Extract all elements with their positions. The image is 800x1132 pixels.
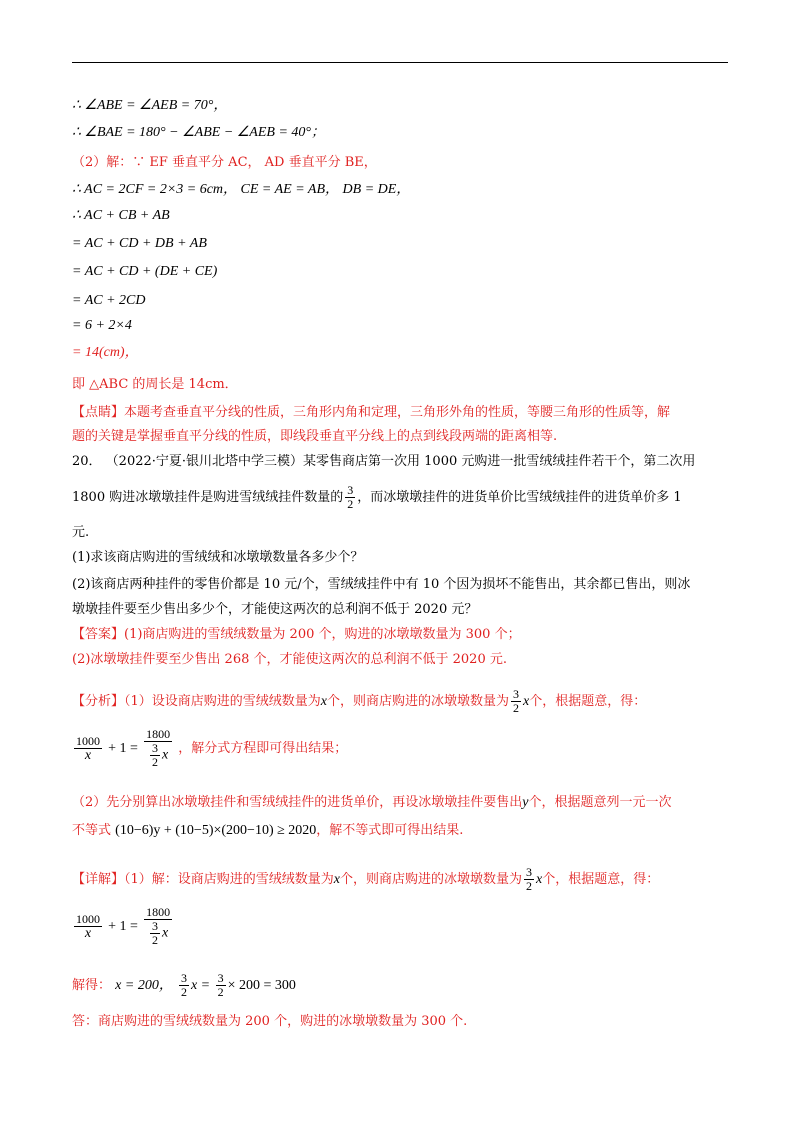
text: 墩墩挂件要至少售出多少个，才能使这两次的总利润不低于 2020 元？: [72, 602, 478, 617]
analysis-line1: [72, 688, 646, 715]
text: ，解不等式即可得出结果.: [316, 823, 464, 838]
question-20-part2-line2: [72, 601, 477, 619]
numerator: 3: [347, 483, 354, 497]
fraction-3-2: [216, 972, 226, 999]
fraction-3-2: [150, 920, 160, 947]
question-20-line3: [72, 524, 89, 542]
numerator: 3: [151, 741, 158, 755]
numerator: 1800: [146, 905, 171, 919]
question-20-part2-line1: [72, 576, 690, 594]
line-conclusion-angle: [72, 97, 227, 115]
text: 个，则商店购进的冰墩墩数量为: [327, 694, 510, 709]
text: = 6 + 2×4: [72, 318, 132, 333]
line-step1: [72, 235, 207, 253]
solution-x: x = 200，: [115, 978, 173, 993]
analysis-part2-line1: [72, 794, 672, 812]
denominator: [144, 920, 172, 947]
answer-line2: [72, 651, 507, 669]
text: 元.: [72, 525, 90, 540]
denominator: 2: [217, 985, 224, 999]
fraction-1800-3-2x: [144, 906, 172, 947]
text: 即 △ABC 的周长是 14cm．: [72, 377, 238, 392]
line-angle-bae: [72, 124, 325, 142]
denominator: 2: [151, 755, 158, 769]
question-20-line2: [72, 484, 682, 511]
fraction-3-2: [524, 866, 534, 893]
line-comment-1: [72, 404, 670, 422]
detail-equation: [72, 906, 174, 947]
denominator: 2: [526, 879, 533, 893]
text: （2）解：∵ EF 垂直平分 AC， AD 垂直平分 BE，: [72, 155, 377, 170]
line-step2: [72, 263, 217, 281]
var-x: x: [536, 872, 543, 887]
var-x: x: [333, 872, 340, 887]
denominator: 2: [180, 985, 187, 999]
text: = AC + 2CD: [72, 293, 146, 308]
text: = 14(cm)，: [72, 345, 139, 360]
numerator: 3: [151, 919, 158, 933]
question-20-line1: [72, 453, 695, 471]
text: 个，根据题意列一元一次: [528, 795, 672, 810]
fraction-1800-3-2x: [144, 728, 172, 769]
numerator: 3: [180, 971, 187, 985]
text: ∴ ∠BAE = 180° − ∠ABE − ∠AEB = 40°；: [72, 125, 326, 140]
plus-one-equals: + 1 =: [108, 919, 138, 934]
answer-line1: [72, 626, 521, 644]
text: ∴ AC = 2CF = 2×3 = 6cm， CE = AE = AB， DB = DE，: [72, 182, 411, 197]
analysis-part2-line2: [72, 822, 463, 840]
fraction-1000-x: [74, 913, 102, 940]
text: 20． （2022·宁夏·银川北塔中学三模）某零售商店第一次用 1000 元购进一批雪绒绒挂件若干个，第二次用: [72, 454, 696, 469]
var-y: y: [522, 795, 529, 810]
text: × 200 = 300: [227, 978, 296, 993]
numerator: 3: [526, 865, 533, 879]
numerator: 3: [513, 687, 520, 701]
text: 【答案】(1)商店购进的雪绒绒数量为 200 个，购进的冰墩墩数量为 300 个；: [72, 627, 521, 642]
var-x: x: [161, 925, 169, 941]
line-comment-2: [72, 428, 557, 446]
text: 题的关键是掌握垂直平分线的性质，即线段垂直平分线上的点到线段两端的距离相等.: [72, 429, 558, 444]
fraction-1000-x: [74, 735, 102, 762]
text: 解得：: [72, 978, 112, 993]
denominator: 2: [347, 497, 354, 511]
text: 个，根据题意，得：: [542, 872, 660, 887]
text: 1800 购进冰墩墩挂件是购进雪绒绒挂件数量的: [72, 490, 344, 505]
line-ac-value: [72, 181, 410, 199]
denominator: 2: [513, 701, 520, 715]
numerator: 1800: [146, 727, 171, 741]
detail-answer: [72, 1013, 467, 1031]
inequality: (10−6)y + (10−5)×(200−10) ≥ 2020: [115, 823, 317, 838]
header-rule: [72, 62, 728, 63]
detail-solution: [72, 972, 296, 999]
denominator: [144, 742, 172, 769]
fraction-3-2: [150, 742, 160, 769]
text: 【详解】（1）解：设商店购进的雪绒绒数量为: [72, 872, 334, 887]
fraction-3-2: [179, 972, 189, 999]
question-20-part1: [72, 549, 363, 567]
text: ，解分式方程即可得出结果；: [178, 741, 348, 756]
detail-line1: [72, 866, 659, 893]
line-step3: [72, 292, 145, 310]
fraction-3-2: [511, 688, 521, 715]
var-x: x: [523, 694, 530, 709]
numerator: 1000: [76, 912, 100, 926]
text: 个，则商店购进的冰墩墩数量为: [340, 872, 523, 887]
text: 答：商店购进的雪绒绒数量为 200 个，购进的冰墩墩数量为 300 个.: [72, 1014, 468, 1029]
text: = AC + CD + (DE + CE): [72, 264, 218, 279]
fraction-3-2: [345, 484, 355, 511]
numerator: 3: [217, 971, 224, 985]
text: = AC + CD + DB + AB: [72, 236, 207, 251]
plus-one-equals: + 1 =: [108, 741, 138, 756]
text: ，而冰墩墩挂件的进货单价比雪绒绒挂件的进货单价多 1: [357, 490, 682, 505]
text: (2)冰墩墩挂件要至少售出 268 个，才能使这两次的总利润不低于 2020 元.: [72, 652, 507, 667]
line-step4: [72, 317, 132, 335]
text: 不等式: [72, 823, 112, 838]
analysis-equation: [72, 728, 347, 769]
line-part2-solution: [72, 154, 377, 172]
text: (2)该商店两种挂件的零售价都是 10 元/个，雪绒绒挂件中有 10 个因为损坏不能售出，其余都已售出，则冰: [72, 577, 691, 592]
line-step5: [72, 344, 139, 362]
denominator: x: [84, 748, 92, 763]
text: 【点睛】本题考查垂直平分线的性质，三角形内角和定理，三角形外角的性质，等腰三角形的性质等，解: [72, 405, 671, 420]
denominator: 2: [151, 933, 158, 947]
text: ∴ AC + CB + AB: [72, 208, 170, 223]
var-x: x: [320, 694, 327, 709]
text: （2）先分别算出冰墩墩挂件和雪绒绒挂件的进货单价，再设冰墩墩挂件要售出: [72, 795, 523, 810]
text: x =: [190, 978, 214, 993]
denominator: x: [84, 926, 92, 941]
line-perimeter-result: [72, 376, 238, 394]
text: 【分析】（1）设设商店购进的雪绒绒数量为: [72, 694, 321, 709]
line-perimeter-sum: [72, 207, 170, 225]
text: 个，根据题意，得：: [529, 694, 647, 709]
var-x: x: [161, 747, 169, 763]
numerator: 1000: [76, 734, 100, 748]
text: ∴ ∠ABE = ∠AEB = 70°，: [72, 98, 228, 113]
text: (1)求该商店购进的雪绒绒和冰墩墩数量各多少个？: [72, 550, 364, 565]
